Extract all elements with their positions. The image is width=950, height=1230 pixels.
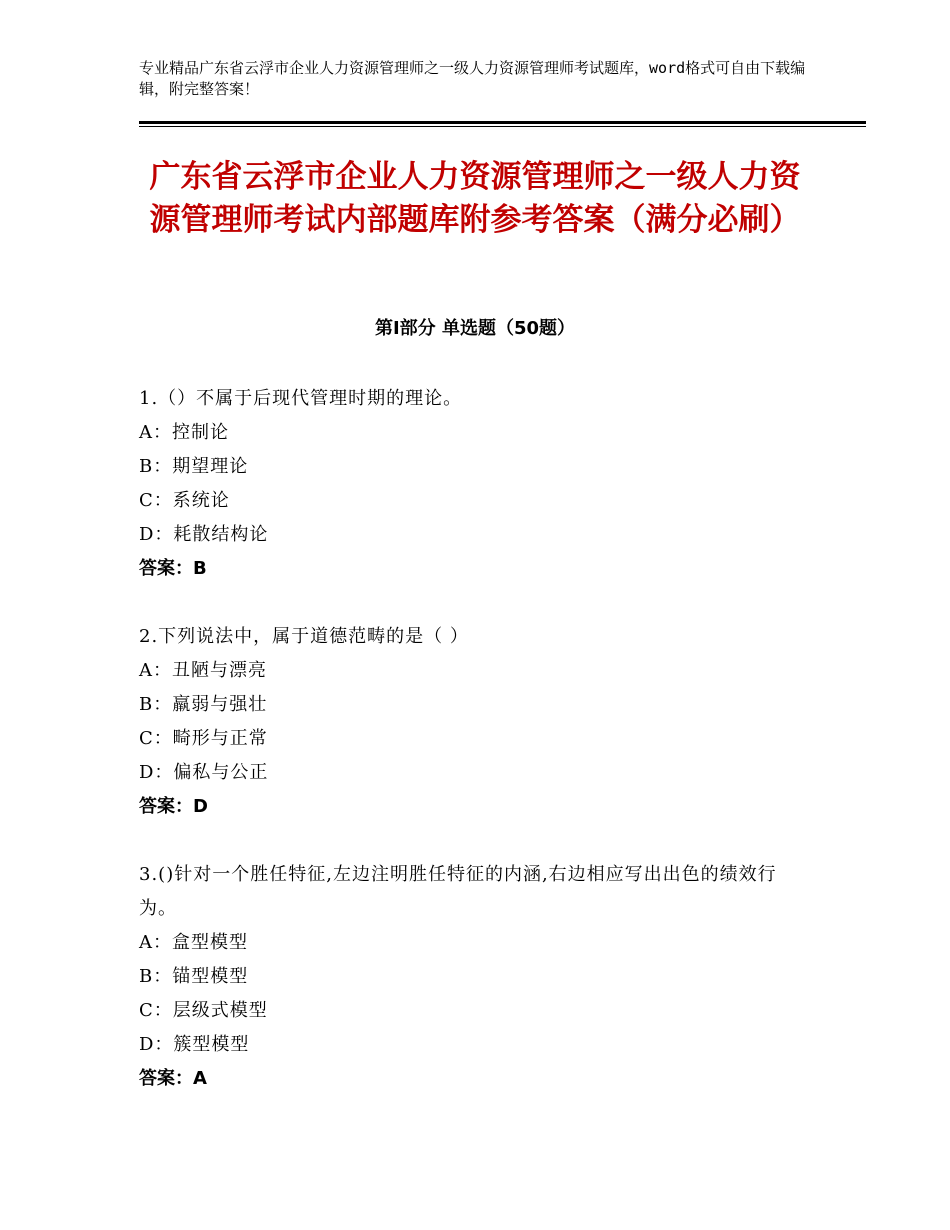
option-d: D：耗散结构论 [139, 524, 269, 545]
question-3 [139, 858, 811, 1096]
option-c: C：系统论 [139, 490, 230, 511]
document-title: 广东省云浮市企业人力资源管理师之一级人力资源管理师考试内部题库附参考答案（满分必刷） [149, 159, 801, 238]
option-a: A：盒型模型 [139, 932, 248, 953]
section-heading: 第Ⅰ部分 单选题（50题） [374, 318, 575, 339]
option-a: A：丑陋与漂亮 [139, 660, 267, 681]
question-list [139, 382, 811, 1130]
question-1 [139, 382, 811, 586]
header-rule [139, 121, 866, 124]
option-b: B：锚型模型 [139, 966, 249, 987]
question-stem: 3.()针对一个胜任特征,左边注明胜任特征的内涵,右边相应写出出色的绩效行为。 [139, 864, 777, 919]
option-b: B：期望理论 [139, 456, 249, 477]
option-c: C：畸形与正常 [139, 728, 268, 749]
answer: 答案：D [139, 796, 208, 817]
option-d: D：簇型模型 [139, 1034, 250, 1055]
answer: 答案：B [139, 558, 207, 579]
question-2 [139, 620, 811, 824]
option-a: A：控制论 [139, 422, 229, 443]
option-c: C：层级式模型 [139, 1000, 268, 1021]
page-header: 专业精品广东省云浮市企业人力资源管理师之一级人力资源管理师考试题库，word格式可自由下载编辑，附完整答案！ [139, 59, 806, 98]
header-rule-thin [139, 126, 866, 127]
question-stem: 1.（）不属于后现代管理时期的理论。 [139, 388, 463, 409]
option-d: D：偏私与公正 [139, 762, 269, 783]
option-b: B：羸弱与强壮 [139, 694, 268, 715]
answer: 答案：A [139, 1068, 207, 1089]
question-stem: 2.下列说法中，属于道德范畴的是（ ） [139, 626, 469, 647]
